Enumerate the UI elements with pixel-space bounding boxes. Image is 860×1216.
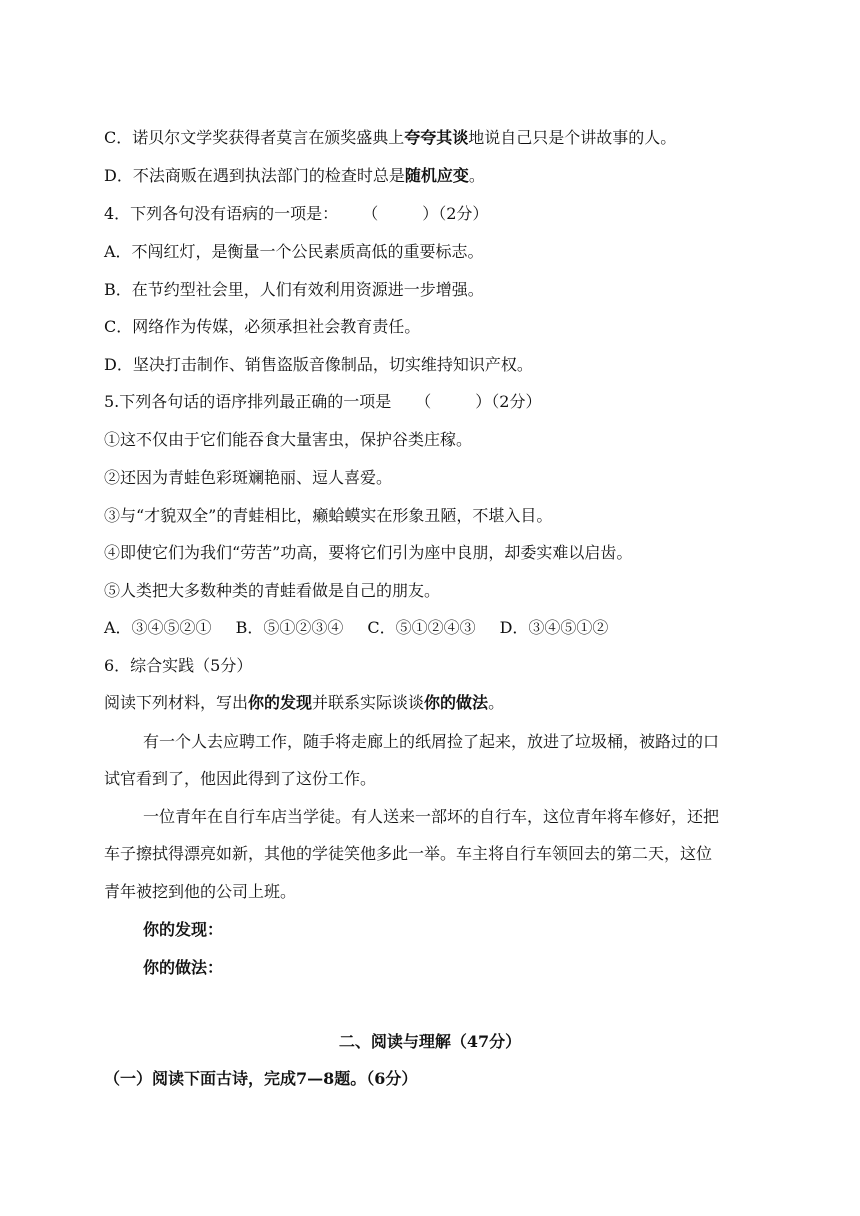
q3-option-d-text: D．不法商贩在遇到执法部门的检查时总是 bbox=[104, 166, 405, 185]
q5-stem bbox=[104, 391, 764, 413]
q3-option-c bbox=[104, 127, 764, 149]
q6-title: 6．综合实践（5分） bbox=[104, 656, 253, 675]
q6-para2-line1: 一位青年在自行车店当学徒。有人送来一部坏的自行车，这位青年将车修好，还把 bbox=[143, 807, 720, 826]
q3-option-d-idiom: 随机应变 bbox=[404, 166, 469, 185]
q6-method-label bbox=[143, 957, 803, 979]
q4-stem-text: 4．下列各句没有语病的一项是： bbox=[104, 204, 339, 223]
section2-sub-heading bbox=[104, 1068, 764, 1090]
q3-option-c-idiom: 夸夸其谈 bbox=[404, 128, 469, 147]
q6-instruction-part2: 并联系实际谈谈 bbox=[312, 693, 425, 712]
q4-stem bbox=[104, 203, 764, 225]
q4-option-b: B．在节约型社会里，人们有效利用资源进一步增强。 bbox=[104, 280, 484, 299]
q5-sentence-1: ①这不仅由于它们能吞食大量害虫，保护谷类庄稼。 bbox=[104, 430, 473, 449]
q6-discovery-label bbox=[143, 919, 803, 941]
section2-heading-text: 二、阅读与理解（47分） bbox=[338, 1032, 522, 1051]
q5-sentence-3: ③与“才貌双全”的青蛙相比，癞蛤蟆实在形象丑陋，不堪入目。 bbox=[104, 506, 553, 525]
q3-option-c-suffix: 地说自己只是个讲故事的人。 bbox=[468, 128, 677, 147]
q5-sentence-4: ④即使它们为我们“劳苦”功高，要将它们引为座中良朋，却委实难以启齿。 bbox=[104, 543, 633, 562]
q6-method-label-text: 你的做法： bbox=[143, 958, 224, 977]
section2-sub-heading-text: （一）阅读下面古诗，完成7—8题。（6分） bbox=[104, 1069, 418, 1088]
q6-instruction bbox=[104, 692, 764, 714]
q5-sentence-2: ②还因为青蛙色彩斑斓艳丽、逗人喜爱。 bbox=[104, 468, 393, 487]
q6-discovery-label-text: 你的发现： bbox=[143, 920, 224, 939]
q5-choice-a: A．③④⑤②① bbox=[104, 618, 212, 637]
q5-sentence-5: ⑤人类把大多数种类的青蛙看做是自己的朋友。 bbox=[104, 581, 441, 600]
q6-instruction-part1: 阅读下列材料，写出 bbox=[104, 693, 249, 712]
q6-para2-line2: 车子擦拭得漂亮如新，其他的学徒笑他多此一举。车主将自行车领回去的第二天，这位 bbox=[104, 844, 713, 863]
q6-para2-line3: 青年被挖到他的公司上班。 bbox=[104, 882, 297, 901]
q6-instruction-part3: 。 bbox=[488, 693, 505, 712]
q3-option-d-suffix: 。 bbox=[468, 166, 485, 185]
q4-option-c: C．网络作为传媒，必须承担社会教育责任。 bbox=[104, 317, 421, 336]
q3-option-d bbox=[104, 165, 764, 187]
q6-instruction-discovery: 你的发现 bbox=[248, 693, 313, 712]
q5-choice-c: C．⑤①②④③ bbox=[367, 618, 476, 637]
q6-para1-line2: 试官看到了，他因此得到了这份工作。 bbox=[104, 769, 377, 788]
q5-choices bbox=[104, 617, 764, 639]
q5-score: ）（2分） bbox=[475, 392, 542, 411]
q4-option-a: A．不闯红灯，是衡量一个公民素质高低的重要标志。 bbox=[104, 242, 484, 261]
q5-answer-blank-open: （ bbox=[415, 392, 432, 411]
q5-stem-text: 5.下列各句话的语序排列最正确的一项是 bbox=[104, 392, 392, 411]
q4-score: ）（2分） bbox=[422, 204, 489, 223]
q5-choice-b: B．⑤①②③④ bbox=[235, 618, 344, 637]
q4-option-d: D．坚决打击制作、销售盗版音像制品，切实维持知识产权。 bbox=[104, 355, 533, 374]
section2-heading bbox=[0, 1031, 860, 1053]
q5-choice-d: D．③④⑤①② bbox=[499, 618, 609, 637]
q6-para1-line1: 有一个人去应聘工作，随手将走廊上的纸屑捡了起来，放进了垃圾桶，被路过的口 bbox=[143, 732, 720, 751]
q4-answer-blank-open: （ bbox=[362, 204, 379, 223]
q3-option-c-text: C．诺贝尔文学奖获得者莫言在颁奖盛典上 bbox=[104, 128, 405, 147]
q6-instruction-method: 你的做法 bbox=[424, 693, 489, 712]
